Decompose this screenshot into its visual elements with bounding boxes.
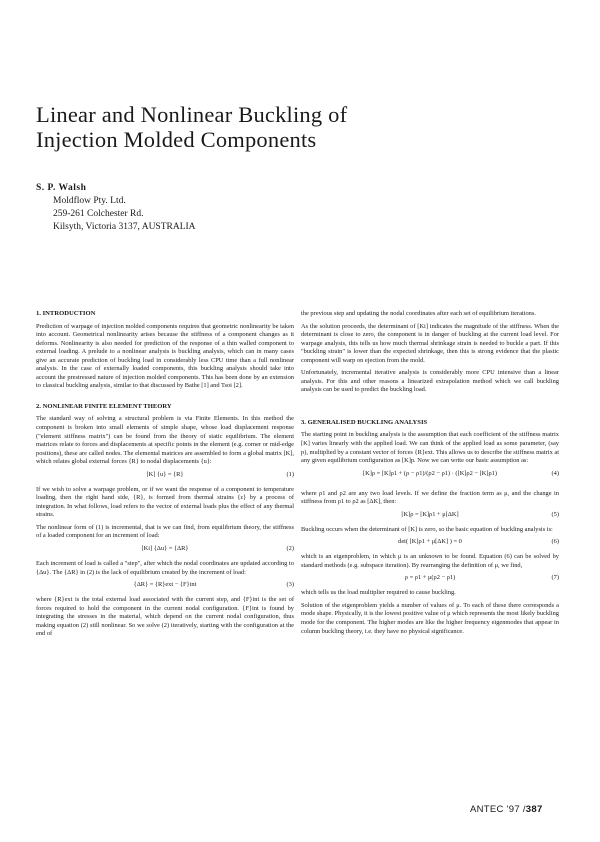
equation-4 <box>301 470 559 485</box>
section-heading-nonlinear-fe-theory: 2. NONLINEAR FINITE ELEMENT THEORY <box>36 402 172 410</box>
equation-number: (7) <box>551 574 559 582</box>
author-street: 259-261 Colchester Rd. <box>53 209 144 219</box>
section-heading-introduction: 1. INTRODUCTION <box>36 310 96 317</box>
page-footer <box>470 804 543 815</box>
equation-number: (3) <box>286 581 294 589</box>
author-block <box>36 182 196 234</box>
paragraph: where ρ1 and ρ2 are any two load levels. If we define the fraction term as μ, and the change in stiffness from ρ1 to ρ2 as [ΔK], then: <box>301 489 559 506</box>
paragraph: The nonlinear form of (1) is incremental, that is we can find, from equilibrium theory, the stiffness of a loaded component for an increment of load: <box>36 523 294 540</box>
paragraph: If we wish to solve a warpage problem, or if we want the response of a component to temperature loading, then the right hand side, {R}, is formed from thermal strains {ε} by a process of integration. In what follows, load refers to the vector of external loads plus the effect of any thermal strains. <box>36 485 294 519</box>
paragraph: Buckling occurs when the determinant of [K] is zero, so the basic equation of buckling analysis is: <box>301 525 553 533</box>
equation-text: ρ = ρ1 + μ(ρ2 − ρ1) <box>404 574 456 582</box>
section-heading-generalised-buckling: 3. GENERALISED BUCKLING ANALYSIS <box>301 418 428 426</box>
right-column <box>301 310 559 640</box>
paper-title <box>36 102 536 152</box>
title-line-1: Linear and Nonlinear Buckling of <box>36 102 348 127</box>
paragraph: As the solution proceeds, the determinant of [Ki] indicates the magnitude of the stiffness. When the determinant is close to zero, the component is in danger of buckling at the current load level. For warpage analysis, this tells us how much thermal shrinkage strain is needed to buckle a part. If this "buckling strain" is lower than the expected shrinkage, then this is strong evidence that the plastic component will warp on ejection from the mold. <box>301 322 559 364</box>
equation-7 <box>301 574 559 584</box>
equation-number: (2) <box>286 545 294 553</box>
equation-text: [K]ρ = [K]ρ1 + (ρ − ρ1)/(ρ2 − ρ1) · ([K]ρ2 − [K]ρ1) <box>362 469 498 477</box>
equation-number: (6) <box>551 538 559 546</box>
equation-text: det( [K]ρ1 + μ[ΔK] ) = 0 <box>398 538 462 546</box>
paragraph: the previous step and updating the nodal coordinates after each set of equilibrium iterations. <box>301 310 536 317</box>
paragraph: where {R}ext is the total external load associated with the current step, and {F}int is the set of forces required to hold the component in the current nodal configuration. {F}int is found by integrating the stresses in the material, which depend on the current nodal configuration, thus making equation (2) still nonlinear. So we solve (2) iteratively, starting with the configuration at the end of <box>36 596 294 638</box>
equation-number: (5) <box>551 510 559 518</box>
author-org: Moldflow Pty. Ltd. <box>53 196 126 206</box>
equation-1 <box>36 471 294 481</box>
equation-number: (4) <box>551 469 559 477</box>
paragraph: Solution of the eigenproblem yields a number of values of μ. To each of these there corresponds a mode shape. Physically, it is the lowest positive value of μ which represents the most likely buckling mode for the component. The higher modes are like the higher frequency eigenmodes that appear in column buckling theory, i.e. they have no physical significance. <box>301 601 559 635</box>
author-name: S. P. Walsh <box>36 183 87 193</box>
equation-6 <box>301 538 559 548</box>
conference-label: ANTEC '97 / <box>470 804 526 815</box>
equation-5 <box>301 511 559 521</box>
equation-text: {ΔR} = {R}ext − {F}int <box>133 581 197 589</box>
equation-text: [K]ρ = [K]ρ1 + μ[ΔK] <box>401 510 459 518</box>
paragraph: The starting point in buckling analysis is the assumption that each coefficient of the stiffness matrix [K] varies linearly with the applied load. We can think of the applied load as some parameter, (say p), multiplied by a constant vector of forces {R}ext. This allows us to describe the stiffness matrix at any given equilibrium configuration as [K]p. Now we can write our basic assumption as: <box>301 431 559 465</box>
author-city: Kilsyth, Victoria 3137, AUSTRALIA <box>53 222 196 232</box>
paragraph: The standard way of solving a structural problem is via Finite Elements. In this method the component is broken into small elements of simple shape, whose load displacement response ("element stiffness matrix") can be found from the theory of static equilibrium. The element matrices relate to forces and displacements at specific points in the element (e.g. corner or mid-edge positions), these are called nodes. The elemental matrices are assembled to form a global matrix [K], which relates global external forces {R} to nodal displacements {u}: <box>36 415 294 466</box>
paragraph: which is an eigenproblem, in which μ is an unknown to be found. Equation (6) can be solved by standard methods (e.g. subspace iteration). By rearranging the definition of μ, we find, <box>301 553 559 569</box>
left-column <box>36 310 294 643</box>
paragraph: Each increment of load is called a "step", after which the nodal coordinates are updated according to {Δu}. The {ΔR} in (2) is the lack of equilibrium created by the increment of load: <box>36 560 294 576</box>
title-line-2: Injection Molded Components <box>36 127 317 152</box>
paragraph: which tells us the load multiplier required to cause buckling. <box>301 589 456 597</box>
equation-2 <box>36 545 294 555</box>
equation-text: [Ki] {Δu} = {ΔR} <box>141 545 189 553</box>
equation-text: [K] {u} = {R} <box>146 470 184 478</box>
equation-number: (1) <box>286 470 294 478</box>
paragraph: Prediction of warpage of injection molded components requires that geometric nonlinearity be taken into account. Geometrical nonlinearity arises because the stiffness of a component changes as it deforms. Nonlinearity is also needed for prediction of the response of a thin walled component to external loading. A prelude to a nonlinear analysis is buckling analysis, which can in many cases give an accurate prediction of buckling load in considerably less CPU time than a full nonlinear analysis. In the case of externally loaded components, this buckling analysis should take into account the prestressed nature of injection molded components. This has been done by an extension to classical buckling analysis, similar to that discussed by Bathe [1] and Tsoi [2]. <box>36 322 294 390</box>
paragraph: Unfortunately, incremental iterative analysis is considerably more CPU intensive than a linear analysis. For this and other reasons a linearized extrapolation method which we call buckling analysis can be used to predict the buckling load. <box>301 369 559 394</box>
page-number: 387 <box>525 804 543 815</box>
equation-3 <box>36 581 294 591</box>
